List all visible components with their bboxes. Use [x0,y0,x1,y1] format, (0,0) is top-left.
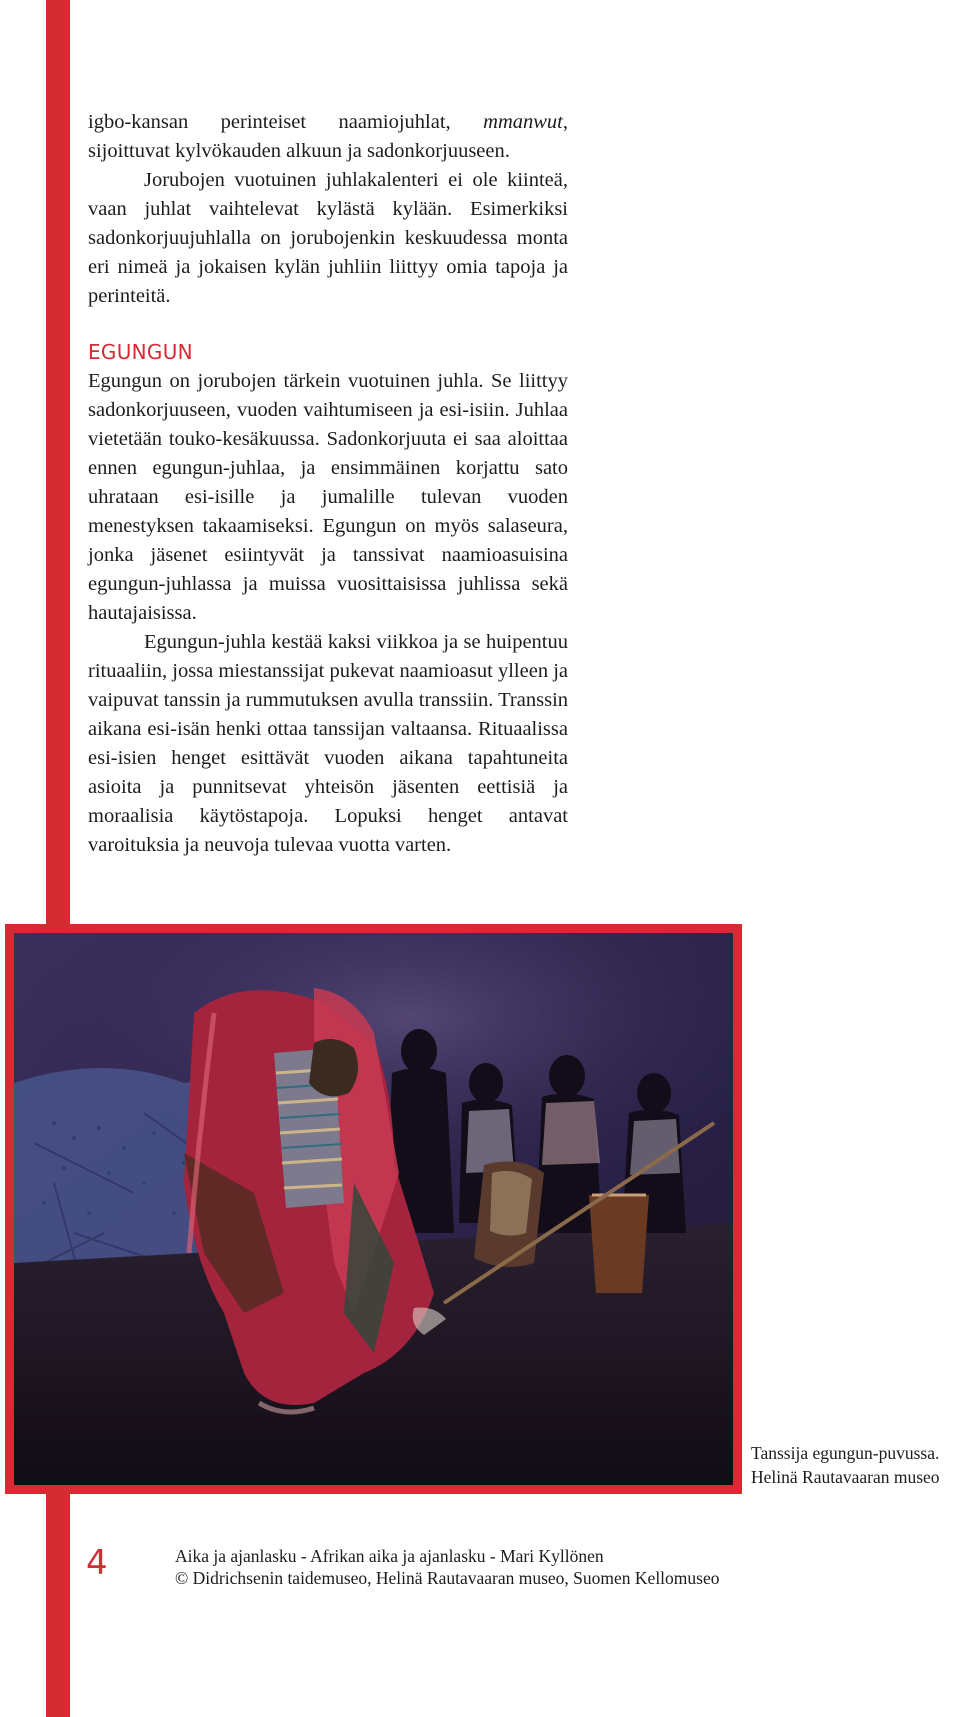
footer [175,1545,719,1589]
photo-caption [751,1441,956,1489]
paragraph-egungun-ritual: Egungun-juhla kestää kaksi viikkoa ja se huipentuu rituaaliin, jossa miestanssijat pukevat naamioasut ylleen ja vaipuvat tanssin ja rummutuksen avulla transsiin. Transsin aikana esi-isän henki ottaa tanssijan valtaansa. Rituaalissa esi-isien henget esittävät vuoden aikana tapahtuneita asioita ja punnitsevat yhteisön jäsenten eettisiä ja moraalisia käytöstapoja. Lopuksi henget antavat varoituksia ja neuvoja tulevaa vuotta varten. [88,631,569,856]
egungun-dancer-photo [14,933,733,1485]
paragraph-egungun-intro: Egungun on jorubojen tärkein vuotuinen juhla. Se liittyy sadonkorjuuseen, vuoden vaihtumiseen ja esi-isiin. Juhlaa vietetään touko-kesäkuussa. Sadonkorjuuta ei saa aloittaa ennen egungun-juhlaa, ja ensimmäinen korjattu sato uhrataan esi-isille ja jumalille tulevan vuoden menestyksen takaamiseksi. Egungun on myös salaseura, jonka jäsenet esiintyvät ja tanssivat naamioasuisina egungun-juhlassa ja muissa vuosittaisissa juhlissa sekä hautajaisissa. [88,370,568,624]
caption-credit: Helinä Rautavaaran museo [751,1467,940,1487]
photo-illustration [14,933,733,1485]
paragraph-joruba-calendar: Jorubojen vuotuinen juhlakalenteri ei ole kiinteä, vaan juhlat vaihtelevat kylästä kylään. Esimerkiksi sadonkorjuujuhlalla on jorubojenkin keskuudessa monta eri nimeä ja jokaisen kylän juhliin liittyy omia tapoja ja perinteitä. [88,169,568,307]
photo-frame [5,924,742,1494]
paragraph-igbo: igbo-kansan perinteiset naamiojuhlat, mmanwut, sijoittuvat kylvökauden alkuun ja sadonkorjuuseen. [88,111,568,162]
footer-title: Aika ja ajanlasku - Afrikan aika ja ajanlasku - Mari Kyllönen [175,1546,604,1566]
section-heading: EGUNGUN [88,340,193,364]
page-number: 4 [86,1543,108,1583]
italic-term: mmanwut [483,111,563,133]
body-text [88,108,568,860]
caption-title: Tanssija egungun-puvussa. [751,1443,940,1463]
footer-copyright: © Didrichsenin taidemuseo, Helinä Rautavaaran museo, Suomen Kellomuseo [175,1568,720,1588]
